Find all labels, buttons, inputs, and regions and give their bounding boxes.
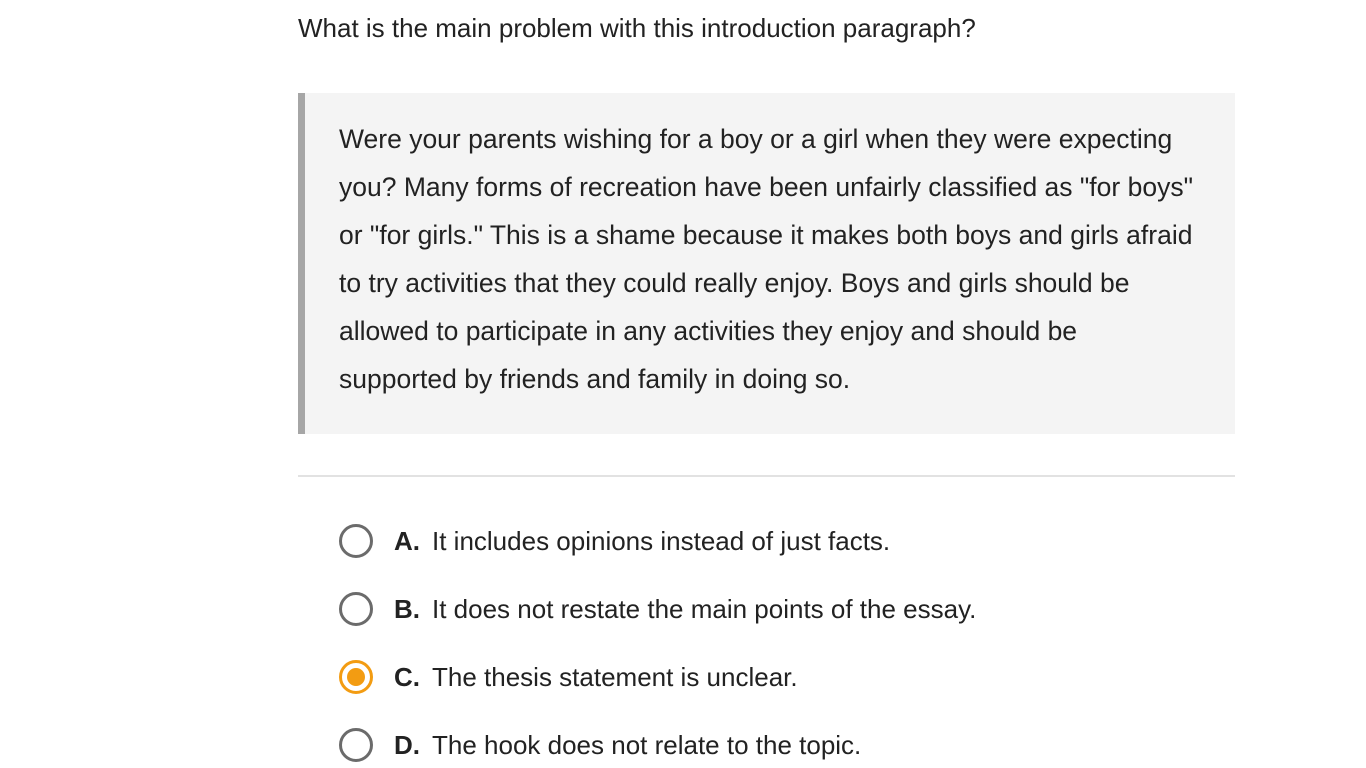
radio-button-b[interactable] [339, 592, 373, 626]
option-text-a: It includes opinions instead of just facts. [432, 525, 891, 556]
passage-blockquote [298, 93, 1235, 434]
option-text-c: The thesis statement is unclear. [432, 661, 798, 692]
option-text-b: It does not restate the main points of the essay. [432, 593, 977, 624]
option-letter-c: C. [394, 661, 420, 692]
radio-button-d[interactable] [339, 728, 373, 762]
radio-button-a[interactable] [339, 524, 373, 558]
option-letter-a: A. [394, 525, 420, 556]
answer-option-c[interactable] [339, 643, 1219, 711]
option-letter-d: D. [394, 729, 420, 760]
question-prompt: What is the main problem with this introduction paragraph? [298, 13, 976, 43]
answer-option-b[interactable] [339, 575, 1219, 643]
answer-options [339, 507, 1219, 768]
passage-text: Were your parents wishing for a boy or a girl when they were expecting you? Many forms of recreation have been unfairly classified as "for boys" or "for girls." This is a shame because it makes both boys and girls afraid to try activities that they could really enjoy. Boys and girls should be allowed to participate in any activities they enjoy and should be supported by friends and family in doing so. [339, 124, 1193, 394]
answer-option-d[interactable] [339, 711, 1219, 768]
answer-option-a[interactable] [339, 507, 1219, 575]
radio-button-c[interactable] [339, 660, 373, 694]
option-text-d: The hook does not relate to the topic. [432, 729, 862, 760]
divider [298, 475, 1235, 477]
option-letter-b: B. [394, 593, 420, 624]
